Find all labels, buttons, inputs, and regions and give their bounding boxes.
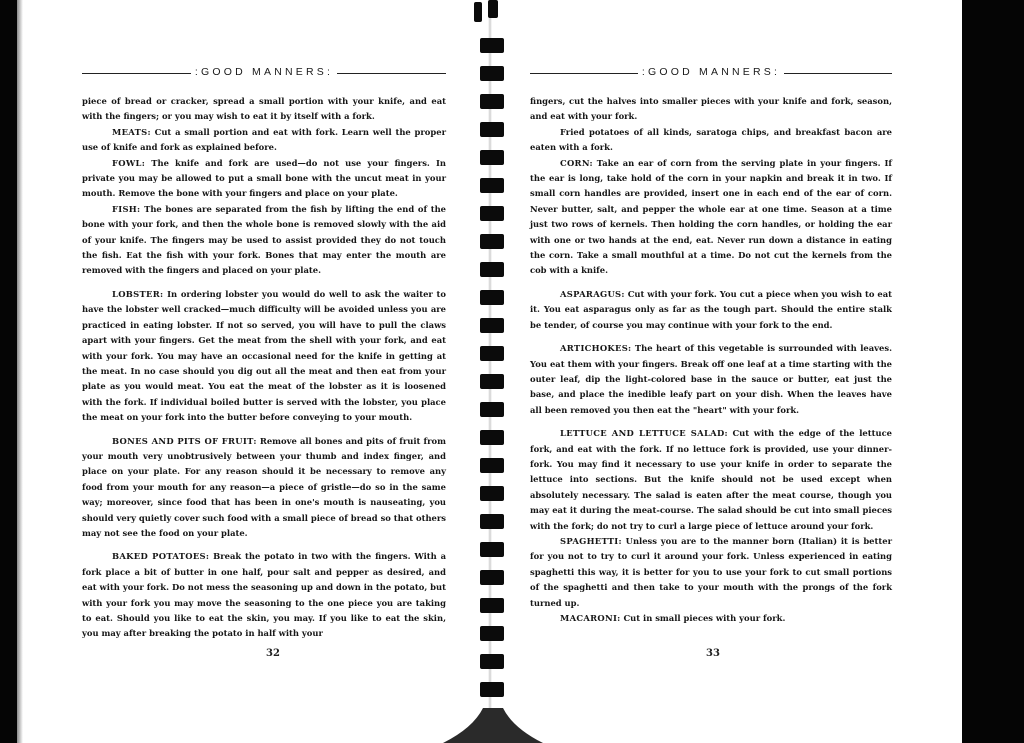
entry-heading: ASPARAGUS:: [560, 288, 625, 299]
running-head: [530, 62, 892, 82]
running-head-title: :GOOD MANNERS:: [641, 66, 781, 78]
entry-heading: MACARONI:: [560, 613, 621, 623]
binding-coil: [480, 206, 504, 221]
paragraph: Fried potatoes of all kinds, saratoga chips, and breakfast bacon are eaten with a fork.: [530, 126, 892, 153]
paragraph: BONES AND PITS OF FRUIT: Remove all bones and pits of fruit from your mouth very unobtrusively between your thumb and index finger, and place on your plate. For any reason should it be necessary to remove any food from your mouth for any reason—a piece of gristle—do so in the same way; moreover, since food that has been in one's mouth is nauseating, you should very quietly cover such food with a small piece of bread so that others may not see the food on your plate.: [82, 435, 446, 538]
paragraph: SPAGHETTI: Unless you are to the manner born (Italian) it is better for you not to try to curl it around your fork. Unless experienced in eating spaghetti this way, it is better for you to use your fork to cut small portions of the spaghetti and then take to your mouth with the prongs of the fork turned up.: [530, 535, 892, 608]
page-number: 32: [266, 648, 280, 659]
paragraph: MACARONI: Cut in small pieces with your fork.: [560, 613, 786, 623]
page-body: [82, 94, 446, 642]
paragraph: piece of bread or cracker, spread a small portion with your knife, and eat with the fingers; or you may wish to eat it by itself with a fork.: [82, 96, 446, 122]
paragraph: LETTUCE AND LETTUCE SALAD: Cut with the edge of the lettuce fork, and eat with the fork. If no lettuce fork is provided, use your dinner-fork. You may find it necessary to use your knife in order to separate the lettuce into sections. But the knife should not be used except when absolutely necessary. The salad is eaten after the meat course, though you may eat it during the meat-course. The salad should be cut into small pieces with the fork; do not try to curl a large piece of lettuce around your fork.: [530, 428, 892, 531]
entry-heading: SPAGHETTI:: [560, 535, 622, 546]
paragraph: fingers, cut the halves into smaller pieces with your knife and fork, season, and eat with your fork.: [530, 96, 892, 122]
binding-coil: [480, 66, 504, 81]
head-rule: [784, 73, 892, 74]
binding-coil: [480, 626, 504, 641]
left-page: [82, 62, 446, 642]
binding-coil: [480, 486, 504, 501]
binding-coil: [488, 0, 498, 18]
entry-heading: ARTICHOKES:: [560, 343, 632, 354]
binding-coil: [480, 374, 504, 389]
binding-coil: [480, 402, 504, 417]
binding-coil: [474, 2, 482, 22]
head-rule: [530, 73, 638, 74]
entry-heading: LETTUCE AND LETTUCE SALAD:: [560, 428, 728, 439]
binding-coil: [480, 122, 504, 137]
entry-heading: BONES AND PITS OF FRUIT:: [112, 435, 257, 446]
binding-coil: [480, 458, 504, 473]
binding-coil: [480, 430, 504, 445]
paragraph: FOWL: The knife and fork are used—do not use your fingers. In private you may be allowed to put a small bone with the uncut meat in your mouth. Remove the bone with your fingers and place on your plate.: [82, 157, 446, 199]
head-rule: [82, 73, 191, 74]
spiral-binding: [470, 0, 510, 743]
head-rule: [337, 73, 446, 74]
right-page: [530, 62, 892, 626]
binding-coil: [480, 178, 504, 193]
binding-coil: [480, 38, 504, 53]
binding-coil: [480, 318, 504, 333]
binding-coil: [480, 542, 504, 557]
paragraph: ARTICHOKES: The heart of this vegetable is surrounded with leaves. You eat them with your fingers. Break off one leaf at a time starting with the outer leaf, dip the light-colored base in the sauce or butter, eat just the base, and place the inedible leafy part on your dish. When the leaves have all been removed you then eat the "heart" with your fork.: [530, 343, 892, 415]
binding-coil: [480, 570, 504, 585]
page-number: 33: [706, 648, 720, 659]
entry-heading: FISH:: [112, 203, 141, 214]
scan-left-edge: [0, 0, 17, 743]
paragraph: FISH: The bones are separated from the fish by lifting the end of the bone with your fork, and then the whole bone is removed slowly with the aid of your knife. The fingers may be used to assist provided they do not touch the fish. Eat the fish with your fork. Bones that may enter the mouth are removed with the fingers and placed on your plate.: [82, 203, 446, 276]
scan-right-edge: [962, 0, 1024, 743]
entry-heading: FOWL:: [112, 157, 146, 168]
binding-coil: [480, 514, 504, 529]
paragraph: BAKED POTATOES: Break the potato in two with the fingers. With a fork place a bit of butter in one half, pour salt and pepper as desired, and eat with your fork. Do not mess the seasoning up and down in the potato, but with your fork you may move the seasoning to the one piece you are taking to eat. Should you like to eat the skin, you may. If you like to eat the skin, you may after breaking the potato in half with your: [82, 551, 446, 639]
binding-coil: [480, 150, 504, 165]
paragraph: CORN: Take an ear of corn from the serving plate in your fingers. If the ear is long, take hold of the corn in your napkin and break it in two. If small corn handles are provided, insert one in each end of the ear of corn. Never butter, salt, and pepper the whole ear at one time. Season at a time just two rows of kernels. Then holding the corn handles, or holding the ear with one or two hands at the end, eat. Never run down a distance in eating the corn. Take a small mouthful at a time. Do not cut the kernels from the cob with a knife.: [530, 157, 892, 276]
paragraph: MEATS: Cut a small portion and eat with fork. Learn well the proper use of knife and fork as explained before.: [82, 126, 446, 153]
running-head-title: :GOOD MANNERS:: [194, 66, 334, 78]
binding-coil: [480, 262, 504, 277]
binding-coil: [480, 598, 504, 613]
binding-coil: [480, 654, 504, 669]
binding-coil: [480, 290, 504, 305]
binding-coil: [480, 94, 504, 109]
binding-shadow: [443, 698, 543, 743]
paragraph: LOBSTER: In ordering lobster you would do well to ask the waiter to have the lobster well cracked—much difficulty will be avoided unless you are practiced in eating lobster. If not so served, you will have to pull the claws apart with your fingers. Get the meat from the shell with your fork, and eat with your fork. You may have an occasional need for the knife in getting at the meat. In no case should you dig out all the meat and then eat from your plate as you would meat. You eat the meat of the lobster as it is loosened with the fork. If individual boiled butter is served with the lobster, you place the meat on your fork into the butter before conveying to your mouth.: [82, 288, 446, 423]
entry-heading: MEATS:: [112, 126, 151, 137]
running-head: [82, 62, 446, 82]
binding-coil: [480, 682, 504, 697]
entry-heading: BAKED POTATOES:: [112, 551, 210, 562]
entry-heading: LOBSTER:: [112, 288, 164, 299]
binding-coil: [480, 234, 504, 249]
scan-left-shadow: [17, 0, 23, 743]
binding-coil: [480, 346, 504, 361]
entry-heading: CORN:: [560, 157, 593, 168]
page-body: [530, 94, 892, 626]
paragraph: ASPARAGUS: Cut with your fork. You cut a piece when you wish to eat it. You eat asparagus only as far as the tough part. Should the entire stalk be tender, of course you may continue with your fork to the end.: [530, 288, 892, 330]
